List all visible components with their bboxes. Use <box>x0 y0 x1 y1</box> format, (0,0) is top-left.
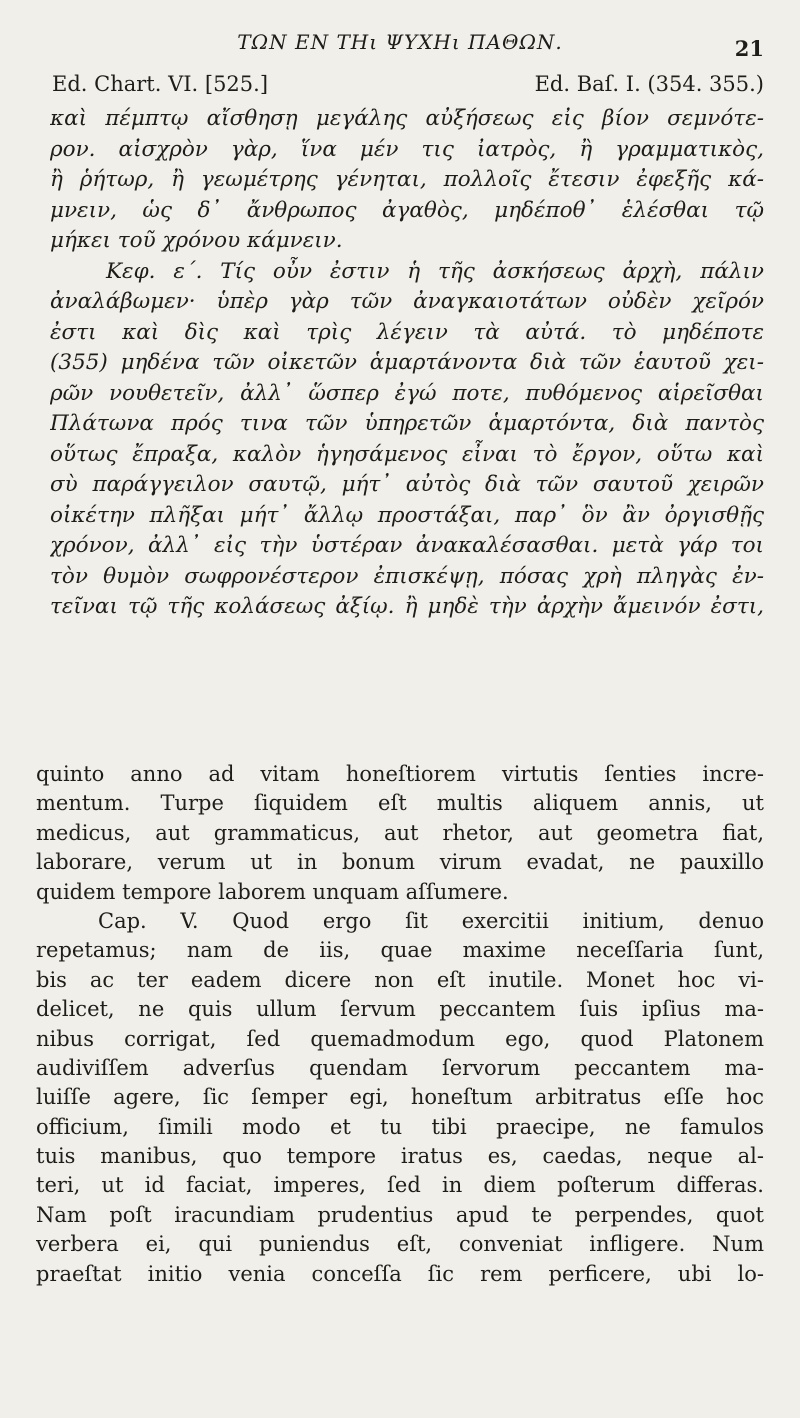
greek-line: μνειν, ὡς δ᾽ ἄνθρωπος ἀγαθὸς, μηδέποθ᾽ ἑλέσθαι τῷ <box>50 197 764 223</box>
latin-line: Nam poſt iracundiam prudentius apud te perpendes, quot <box>36 1202 764 1227</box>
greek-line: ρῶν νουθετεῖν, ἀλλ᾽ ὥσπερ ἐγώ ποτε, πυθόμενος αἱρεῖσθαι <box>50 380 764 406</box>
latin-line: teri, ut id faciat, imperes, ſed in diem poſterum differas. <box>36 1173 764 1198</box>
latin-line: medicus, aut grammaticus, aut rhetor, aut geometra fiat, <box>36 820 764 845</box>
greek-line: ἐστι καὶ δὶς καὶ τρὶς λέγειν τὰ αὐτά. τὸ μηδέποτε <box>50 319 764 345</box>
latin-line: laborare, verum ut in bonum virum evadat, ne pauxillo <box>36 850 764 875</box>
greek-line: Πλάτωνα πρός τινα τῶν ὑπηρετῶν ἁμαρτόντα, διὰ παντὸς <box>50 411 764 436</box>
edition-chart-reference: Ed. Chart. VI. [525.] <box>52 72 269 96</box>
latin-chapter-heading-line: Cap. V. Quod ergo ſit exercitii initium, denuo <box>98 908 764 933</box>
greek-line: οὕτως ἔπραξα, καλὸν ἡγησάμενος εἶναι τὸ ἔργον, οὕτω καὶ <box>50 441 764 467</box>
latin-line: bis ac ter eadem dicere non eſt inutile. Monet hoc vi- <box>36 967 764 992</box>
greek-line: ἀναλάβωμεν· ὑπὲρ γὰρ τῶν ἀναγκαιοτάτων οὐδὲν χεῖρόν <box>50 289 764 314</box>
latin-line: praeſtat initio venia conceſſa ſic rem perficere, ubi lo- <box>36 1261 764 1286</box>
greek-line: τεῖναι τῷ τῆς κολάσεως ἀξίῳ. ἢ μηδὲ τὴν ἀρχὴν ἄμεινόν ἐστι, <box>50 594 764 619</box>
latin-line: luiſſe agere, ſic ſemper egi, honeſtum arbitratus eſſe hoc <box>36 1085 764 1110</box>
running-title: ΤΩΝ ΕΝ ΤΗι ΨΥΧΗι ΠΑΘΩΝ. <box>237 30 563 54</box>
greek-line: ἢ ῥήτωρ, ἢ γεωμέτρης γένηται, πολλοῖς ἔτεσιν ἐφεξῆς κά- <box>50 167 764 192</box>
greek-line: (355) μηδένα τῶν οἰκετῶν ἁμαρτάνοντα διὰ τῶν ἑαυτοῦ χει- <box>50 350 764 375</box>
greek-line: μήκει τοῦ χρόνου κάμνειν. <box>50 228 343 253</box>
greek-line: οἰκέτην πλῆξαι μήτ᾽ ἄλλῳ προστάξαι, παρ᾽ ὃν ἂν ὀργισθῇς <box>50 502 764 528</box>
edition-basel-reference: Ed. Baſ. I. (354. 355.) <box>534 72 764 96</box>
page-number: 21 <box>734 36 764 61</box>
latin-line: officium, ſimili modo et tu tibi praecipe, ne famulos <box>36 1114 764 1139</box>
latin-line: repetamus; nam de iis, quae maxime neceſſaria ſunt, <box>36 938 764 963</box>
greek-text <box>50 104 764 623</box>
latin-line: quidem tempore laborem unquam aſſumere. <box>36 879 509 904</box>
latin-line: delicet, ne quis ullum ſervum peccantem ſuis ipſius ma- <box>36 997 764 1022</box>
latin-text <box>36 760 764 1289</box>
latin-line: tuis manibus, quo tempore iratus es, caedas, neque al- <box>36 1144 764 1169</box>
latin-line: audiviſſem adverſus quendam ſervorum peccantem ma- <box>36 1055 764 1080</box>
greek-chapter-heading-line: Κεφ. ε΄. Τίς οὖν ἐστιν ἡ τῆς ἀσκήσεως ἀρχὴ, πάλιν <box>106 258 764 284</box>
greek-line: ρον. αἰσχρὸν γὰρ, ἵνα μέν τις ἰατρὸς, ἢ γραμματικὸς, <box>50 136 764 162</box>
greek-line: τὸν θυμὸν σωφρονέστερον ἐπισκέψῃ, πόσας χρὴ πληγὰς ἐν- <box>50 563 764 589</box>
greek-line: χρόνον, ἀλλ᾽ εἰς τὴν ὑστέραν ἀνακαλέσασθαι. μετὰ γάρ τοι <box>50 533 764 558</box>
latin-line: nibus corrigat, ſed quemadmodum ego, quod Platonem <box>36 1026 764 1051</box>
greek-line: καὶ πέμπτῳ αἴσθησῃ μεγάλης αὐξήσεως εἰς βίον σεμνότε- <box>50 106 764 131</box>
edition-references <box>52 72 764 104</box>
page-header <box>0 30 800 62</box>
greek-line: σὺ παράγγειλον σαυτῷ, μήτ᾽ αὐτὸς διὰ τῶν σαυτοῦ χειρῶν <box>50 472 764 497</box>
latin-line: mentum. Turpe ſiquidem eſt multis aliquem annis, ut <box>36 791 764 816</box>
latin-line: verbera ei, qui puniendus eſt, conveniat infligere. Num <box>36 1232 764 1257</box>
latin-line: quinto anno ad vitam honeſtiorem virtutis ſenties incre- <box>36 762 764 786</box>
